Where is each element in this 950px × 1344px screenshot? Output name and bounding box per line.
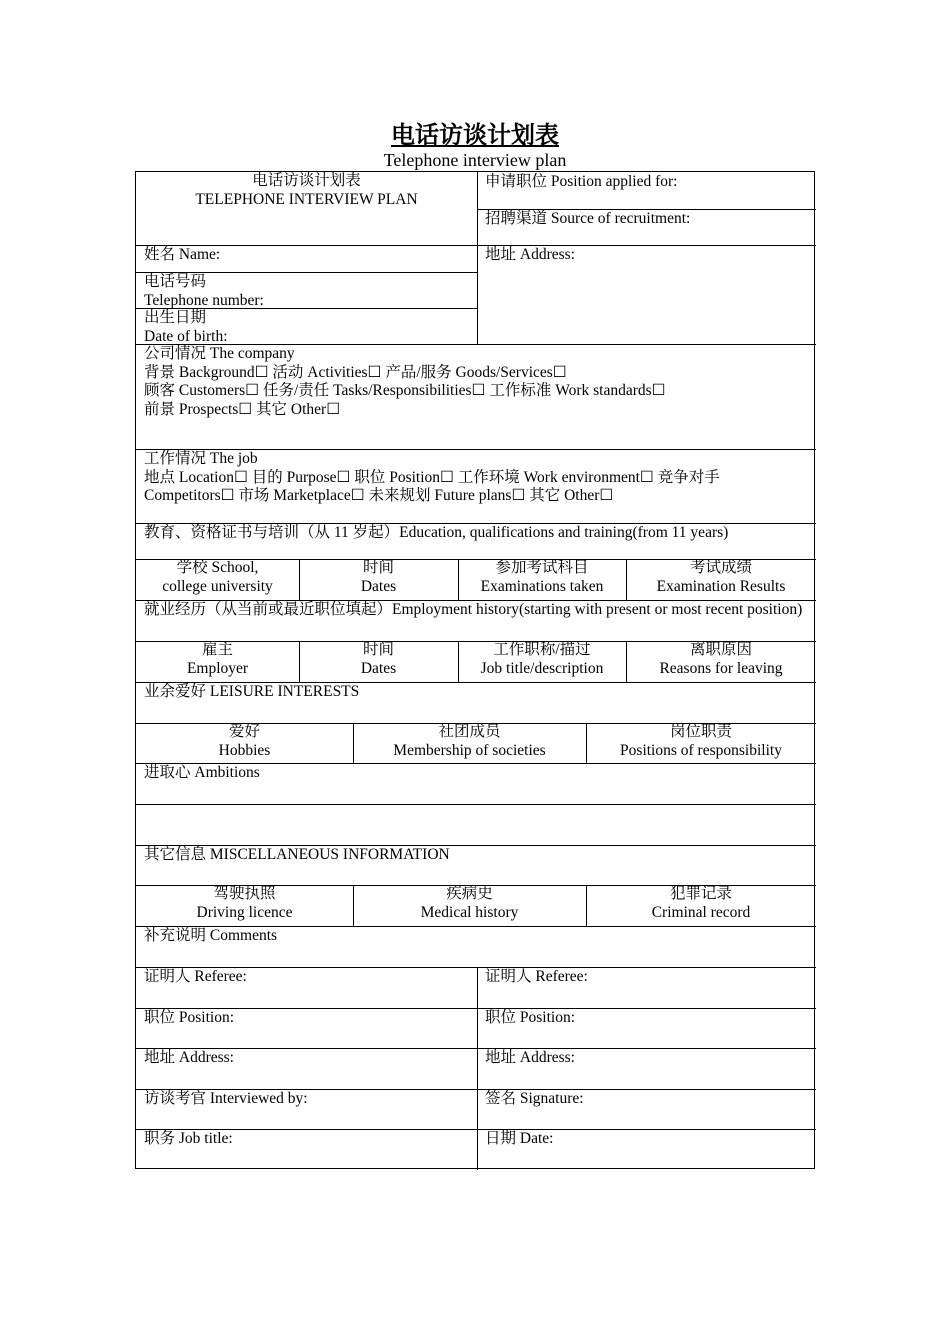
education-heading-text: 教育、资格证书与培训（从 11 岁起）Education, qualifications and training(from 11 years) [144, 524, 729, 541]
referee-label: 证明人 Referee: [144, 968, 247, 985]
col-label-en: college university [162, 577, 273, 595]
col-label-cn: 岗位职责 [669, 723, 732, 740]
employment-heading [136, 600, 816, 641]
plan-heading-cn: 电话访谈计划表 [252, 172, 361, 189]
col-label-cn: 疾病史 [446, 885, 493, 902]
employment-col-employer [136, 641, 299, 682]
col-label-cn: 时间 [362, 559, 394, 576]
misc-col-criminal [586, 885, 816, 926]
col-label-en: Examination Results [656, 577, 786, 595]
plan-heading-en: TELEPHONE INTERVIEW PLAN [195, 190, 418, 208]
ambitions-label: 进取心 Ambitions [144, 764, 260, 781]
date-field[interactable] [477, 1129, 816, 1170]
position-label: 职位 Position: [144, 1009, 235, 1026]
comments-field[interactable] [136, 926, 816, 967]
telephone-label-cn: 电话号码 [144, 273, 207, 290]
company-heading: 公司情况 The company [144, 345, 295, 362]
leisure-col-membership [353, 723, 586, 763]
name-label: 姓名 Name: [144, 246, 221, 263]
col-label-cn: 参加考试科目 [495, 559, 589, 576]
source-recruitment-label: 招聘渠道 Source of recruitment: [485, 210, 691, 227]
employment-col-title [458, 641, 626, 682]
misc-heading[interactable] [136, 845, 816, 885]
col-label-cn: 工作职称/描过 [493, 641, 591, 658]
leisure-col-hobbies [136, 723, 353, 763]
education-col-results [626, 559, 816, 600]
referee-address-right[interactable] [477, 1048, 816, 1089]
col-label-cn: 雇主 [201, 641, 233, 658]
date-label: 日期 Date: [485, 1130, 554, 1147]
col-label-en: Job title/description [480, 659, 604, 677]
job-title-label: 职务 Job title: [144, 1130, 233, 1147]
interviewed-by-field[interactable] [136, 1089, 477, 1129]
employment-heading-text: 就业经历（从当前或最近职位填起）Employment history(starting with present or most recent position) [144, 601, 803, 618]
col-label-cn: 学校 School, [176, 559, 259, 576]
job-title-field[interactable] [136, 1129, 477, 1170]
job-options-2: Competitors☐ 市场 Marketplace☐ 未来规划 Future plans☐ 其它 Other☐ [144, 487, 614, 504]
col-label-en: Driving licence [196, 903, 293, 921]
col-label-en: Reasons for leaving [659, 659, 783, 677]
col-label-cn: 社团成员 [438, 723, 501, 740]
education-col-exams [458, 559, 626, 600]
telephone-field[interactable] [136, 272, 477, 308]
referee-field-right[interactable] [477, 967, 816, 1008]
position-label: 职位 Position: [485, 1009, 576, 1026]
page-subtitle: Telephone interview plan [383, 150, 567, 170]
col-label-en: Membership of societies [393, 741, 546, 759]
job-options-1: 地点 Location☐ 目的 Purpose☐ 职位 Position☐ 工作环境 Work environment☐ 竞争对手 [144, 468, 720, 486]
dob-label-en: Date of birth: [144, 327, 228, 344]
telephone-label-en: Telephone number: [144, 291, 264, 308]
company-options-1: 背景 Background☐ 活动 Activities☐ 产品/服务 Goods/Services☐ [144, 363, 567, 381]
leisure-col-positions [586, 723, 816, 763]
address-label: 地址 Address: [144, 1049, 234, 1066]
col-label-cn: 犯罪记录 [669, 885, 732, 902]
col-label-cn: 离职原因 [689, 641, 752, 658]
referee-field-left[interactable] [136, 967, 477, 1008]
col-label-cn: 考试成绩 [689, 559, 752, 576]
referee-label: 证明人 Referee: [485, 968, 588, 985]
misc-col-medical [353, 885, 586, 926]
interview-form [135, 171, 815, 1169]
referee-position-right[interactable] [477, 1008, 816, 1048]
dob-label-cn: 出生日期 [144, 309, 207, 326]
employment-col-reasons [626, 641, 816, 682]
address-label: 地址 Address: [485, 246, 575, 263]
page-title: 电话访谈计划表 [391, 123, 559, 149]
job-heading: 工作情况 The job [144, 450, 258, 467]
signature-label: 签名 Signature: [485, 1090, 584, 1107]
col-label-en: Criminal record [651, 903, 751, 921]
leisure-heading[interactable] [136, 682, 816, 723]
company-section[interactable] [136, 344, 816, 449]
col-label-en: Positions of responsibility [620, 741, 782, 759]
position-applied-label: 申请职位 Position applied for: [485, 173, 678, 190]
col-label-cn: 驾驶执照 [213, 885, 276, 902]
col-label-en: Medical history [420, 903, 519, 921]
company-options-2: 顾客 Customers☐ 任务/责任 Tasks/Responsibilities☐ 工作标准 Work standards☐ [144, 382, 666, 399]
dob-field[interactable] [136, 308, 477, 344]
name-field[interactable] [136, 245, 477, 272]
misc-col-driving [136, 885, 353, 926]
col-label-en: Examinations taken [480, 577, 604, 595]
education-col-school [136, 559, 299, 600]
source-recruitment-field[interactable] [477, 209, 816, 245]
plan-heading [136, 172, 477, 245]
company-options-3: 前景 Prospects☐ 其它 Other☐ [144, 400, 341, 418]
referee-position-left[interactable] [136, 1008, 477, 1048]
education-heading [136, 523, 816, 559]
employment-col-dates [299, 641, 458, 682]
referee-address-left[interactable] [136, 1048, 477, 1089]
blank-row[interactable] [136, 804, 816, 845]
address-label: 地址 Address: [485, 1049, 575, 1066]
position-applied-field[interactable] [477, 172, 816, 209]
job-section[interactable] [136, 449, 816, 523]
col-label-en: Hobbies [218, 741, 271, 759]
signature-field[interactable] [477, 1089, 816, 1129]
education-col-dates [299, 559, 458, 600]
col-label-en: Dates [360, 577, 397, 595]
leisure-heading-text: 业余爱好 LEISURE INTERESTS [144, 683, 360, 700]
ambitions-field[interactable] [136, 763, 816, 804]
col-label-en: Dates [360, 659, 397, 677]
address-field[interactable] [477, 245, 816, 344]
interviewed-by-label: 访谈考官 Interviewed by: [144, 1090, 308, 1107]
col-label-en: Employer [186, 659, 249, 677]
col-label-cn: 爱好 [228, 723, 260, 740]
misc-heading-text: 其它信息 MISCELLANEOUS INFORMATION [144, 846, 450, 863]
col-label-cn: 时间 [362, 641, 394, 658]
comments-label: 补充说明 Comments [144, 927, 278, 944]
